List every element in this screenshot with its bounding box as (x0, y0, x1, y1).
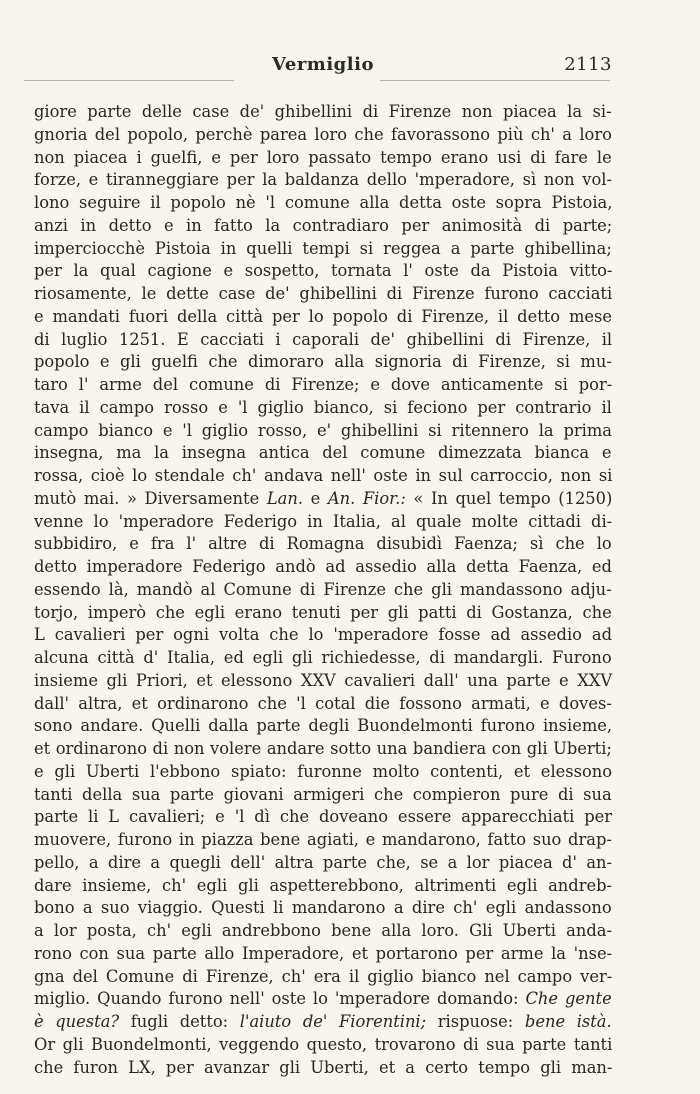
text-line (34, 397, 612, 420)
text-segment: insieme gli Priori, et elessono XXV cavalieri dall' una parte e XXV (34, 670, 613, 690)
running-head (34, 54, 612, 80)
text-line (34, 488, 612, 511)
text-line (34, 693, 612, 716)
text-line (34, 966, 612, 989)
text-line (34, 943, 612, 966)
text-line (34, 761, 612, 784)
text-line (34, 124, 612, 147)
text-line (34, 283, 612, 306)
text-segment: dall' altra, et ordinarono che 'l cotal die fossono armati, e doves- (34, 693, 612, 713)
text-line (34, 420, 612, 443)
text-line (34, 238, 612, 261)
text-line (34, 602, 612, 625)
text-line (34, 738, 612, 761)
header-rule-right (380, 80, 610, 81)
text-segment: di luglio 1251. E cacciati i caporali de' ghibellini di Firenze, il (34, 329, 613, 349)
italic-text-segment: Che gente (525, 989, 612, 1009)
text-segment: giore parte delle case de' ghibellini di Firenze non piacea la si- (34, 102, 612, 121)
text-segment: gnoria del popolo, perchè parea loro che favorassono più ch' a loro (34, 124, 612, 144)
text-line (34, 329, 612, 352)
text-segment: popolo e gli guelfi che dimoraro alla signoria di Firenze, si mu- (34, 352, 612, 372)
text-segment: pello, a dire a quegli dell' altra parte che, se a lor piacea d' an- (34, 852, 613, 872)
text-segment: et ordinarono di non volere andare sotto una bandiera con gli Uberti; (34, 739, 612, 758)
text-line (34, 715, 612, 738)
text-line (34, 533, 612, 556)
text-line (34, 1057, 612, 1080)
text-line (34, 852, 612, 875)
text-line (34, 897, 612, 920)
text-segment: campo bianco e 'l giglio rosso, e' ghibellini si ritennero la prima (34, 420, 613, 440)
text-line (34, 784, 612, 807)
text-segment: venne lo 'mperadore Federigo in Italia, al quale molte cittadi di- (34, 511, 613, 531)
text-segment: sono andare. Quelli dalla parte degli Buondelmonti furono insieme, (34, 716, 613, 736)
text-segment: gna del Comune di Firenze, ch' era il giglio bianco nel campo ver- (34, 966, 613, 986)
text-line (34, 988, 612, 1011)
text-line (34, 306, 612, 329)
text-segment: dare insieme, ch' egli gli aspetterebbono, altrimenti egli andreb- (34, 875, 613, 895)
text-segment: essendo là, mandò al Comune di Firenze che gli mandassono adju- (34, 579, 612, 599)
text-line (34, 465, 612, 488)
text-line (34, 101, 612, 124)
text-segment: fugli detto: (119, 1012, 240, 1031)
header-rule-left (24, 80, 234, 81)
text-segment: anzi in detto e in fatto la contradiaro per animosità di parte; (34, 215, 613, 235)
text-segment: e (303, 488, 328, 508)
text-line (34, 920, 612, 943)
italic-text-segment: è questa? (34, 1012, 120, 1031)
text-line (34, 875, 612, 898)
text-segment: detto imperadore Federigo andò ad assedio alla detta Faenza, ed (34, 557, 612, 576)
text-segment: imperciocchè Pistoia in quelli tempi si reggea a parte ghibellina; (34, 238, 612, 258)
text-segment: « In quel tempo (1250) (405, 488, 613, 508)
text-line (34, 556, 612, 579)
text-line (34, 579, 612, 602)
text-segment: parte li L cavalieri; e 'l dì che doveano essere apparecchiati per (34, 807, 613, 827)
text-line (34, 147, 612, 170)
italic-text-segment: bene istà. (524, 1012, 612, 1031)
text-line (34, 806, 612, 829)
text-segment: miglio. Quando furono nell' oste lo 'mperadore domando: (34, 989, 526, 1009)
italic-text-segment: An. Fior.: (327, 488, 406, 508)
text-segment: rossa, cioè lo stendale ch' andava nell' oste in sul carroccio, non si (34, 466, 613, 485)
text-line (34, 374, 612, 397)
text-segment: muovere, furono in piazza bene agiati, e mandarono, fatto suo drap- (34, 830, 612, 849)
text-segment: rono con sua parte allo Imperadore, et portarono per arme la 'nse- (34, 943, 613, 963)
text-segment: mutò mai. » Diversamente (34, 488, 267, 508)
text-segment: forze, e tiranneggiare per la baldanza dello 'mperadore, sì non vol- (34, 170, 612, 190)
text-segment: che furon LX, per avanzar gli Uberti, et a certo tempo gli man- (34, 1057, 613, 1077)
text-line (34, 624, 612, 647)
text-line (34, 351, 612, 374)
text-line (34, 192, 612, 215)
text-segment: e mandati fuori della città per lo popolo di Firenze, il detto mese (34, 306, 613, 326)
text-segment: per la qual cagione e sospetto, tornata l' oste da Pistoia vitto- (34, 261, 613, 281)
body-text (34, 101, 612, 1079)
text-line (34, 442, 612, 465)
text-segment: a lor posta, ch' egli andrebbono bene alla loro. Gli Uberti anda- (34, 921, 612, 940)
text-segment: riosamente, le dette case de' ghibellini di Firenze furono cacciati (34, 284, 613, 303)
text-line (34, 511, 612, 534)
text-line (34, 647, 612, 670)
text-line (34, 670, 612, 693)
text-segment: tanti della sua parte giovani armigeri che compieron pure di sua (34, 784, 612, 804)
text-line (34, 829, 612, 852)
text-segment: alcuna città d' Italia, ed egli gli richiedesse, di mandargli. Furono (34, 648, 612, 667)
text-line (34, 169, 612, 192)
text-line (34, 215, 612, 238)
text-segment: bono a suo viaggio. Questi li mandarono a dire ch' egli andassono (34, 898, 612, 918)
text-segment: rispuose: (426, 1012, 525, 1031)
italic-text-segment: Lan. (266, 488, 303, 508)
text-line (34, 1034, 612, 1057)
text-segment: taro l' arme del comune di Firenze; e dove anticamente si por- (34, 375, 613, 394)
text-segment: subbidiro, e fra l' altre di Romagna disubidì Faenza; sì che lo (34, 534, 612, 554)
text-segment: e gli Uberti l'ebbono spiato: furonne molto contenti, et elessono (34, 761, 613, 781)
page-number: 2113 (564, 54, 612, 75)
text-segment: torjo, imperò che egli erano tenuti per gli patti di Gostanza, che (34, 602, 612, 622)
text-line (34, 1011, 612, 1034)
page-title: Vermiglio (272, 54, 374, 75)
italic-text-segment: l'aiuto de' Fiorentini; (239, 1012, 427, 1031)
text-segment: tava il campo rosso e 'l giglio bianco, si feciono per contrario il (34, 397, 612, 417)
text-segment: non piacea i guelfi, e per loro passato tempo erano usi di fare le (34, 147, 612, 167)
text-line (34, 260, 612, 283)
text-segment: L cavalieri per ogni volta che lo 'mperadore fosse ad assedio ad (34, 625, 612, 645)
text-segment: insegna, ma la insegna antica del comune dimezzata bianca e (34, 443, 612, 463)
text-segment: Or gli Buondelmonti, veggendo questo, trovarono di sua parte tanti (34, 1034, 613, 1054)
text-segment: lono seguire il popolo nè 'l comune alla detta oste sopra Pistoia, (34, 193, 613, 212)
